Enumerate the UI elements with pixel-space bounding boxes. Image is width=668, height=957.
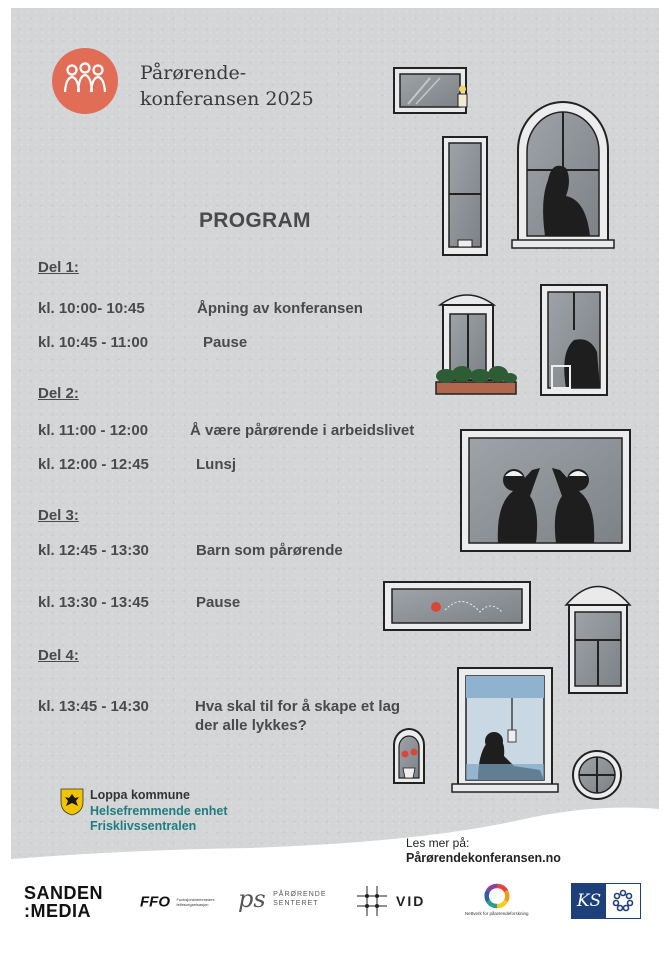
session-title: Å være pårørende i arbeidslivet [190,422,415,439]
window-tall-arched [566,587,630,694]
conference-logo [52,48,118,114]
section-label: Del 4: [38,647,79,664]
ffo-text: FFO [140,893,170,911]
session-title: Åpning av konferansen [197,300,363,317]
sanden-text: SANDEN [24,883,104,903]
ps-mark: ps [238,885,266,913]
session-title: Pause [203,334,248,351]
window-cup [443,137,487,255]
organizer-centre: Frisklivssentralen [90,819,197,833]
vid-text: VID [396,893,426,909]
window-high-five [461,430,630,551]
vid-grid-icon [355,884,389,918]
session-time: kl. 10:00- 10:45 [38,300,145,317]
conference-title [140,60,314,112]
people-icon [52,48,118,114]
title-line-2: konferansen 2025 [140,88,314,110]
ps-line-2: SENTERET [273,900,319,907]
ps-line-1: PÅRØRENDE [273,891,327,898]
window-ball [384,582,530,630]
session-time: kl. 13:45 - 14:30 [38,698,149,715]
research-network-icon [484,883,510,909]
session-time: kl. 10:45 - 11:00 [38,334,149,351]
ffo-subtitle-2: fellesorganisasjon [176,901,209,907]
window-person-walker [541,285,607,395]
section-label: Del 3: [38,507,79,524]
window-plants [436,295,517,394]
window-flowers [394,729,424,783]
sanden-media-logo [24,884,103,920]
session-title-line-2: der alle lykkes? [195,717,307,734]
session-time: kl. 11:00 - 12:00 [38,422,149,439]
parorendesenteret-logo [238,885,326,913]
ffo-logo [140,893,214,911]
session-time: kl. 13:30 - 13:45 [38,594,149,611]
window-arched-figure [512,102,614,248]
organizer-unit: Helsefremmende enhet [90,803,228,818]
section-label: Del 1: [38,259,79,276]
window-hospital [452,668,558,792]
media-text: :MEDIA [24,901,91,921]
loppa-coat-of-arms-icon [60,788,84,816]
more-info-label: Les mer på: [406,836,470,850]
website-link[interactable]: Pårørendekonferansen.no [406,851,561,865]
research-network-text: Nettverk for pårørendeforskning [465,911,529,916]
session-title: Barn som pårørende [196,542,343,559]
program-heading: PROGRAM [199,209,311,232]
section-label: Del 2: [38,385,79,402]
session-title: Lunsj [196,456,236,473]
title-line-1: Pårørende- [140,62,247,84]
session-time: kl. 12:00 - 12:45 [38,456,149,473]
window-round [573,751,621,799]
organizer-municipality: Loppa kommune [90,788,191,802]
window-candle [394,68,467,113]
ks-logo [571,883,641,919]
session-title: Hva skal til for å skape et lag [195,698,401,715]
session-title: Pause [196,594,241,611]
more-info [406,836,561,866]
organizer-info [90,788,228,835]
ks-text: KS [572,884,606,918]
ffo-subtitle-1: Funksjonshemmedes [176,896,215,902]
session-time: kl. 12:45 - 13:30 [38,542,149,559]
windows-illustration [380,60,650,800]
ks-ring-icon [610,888,636,914]
